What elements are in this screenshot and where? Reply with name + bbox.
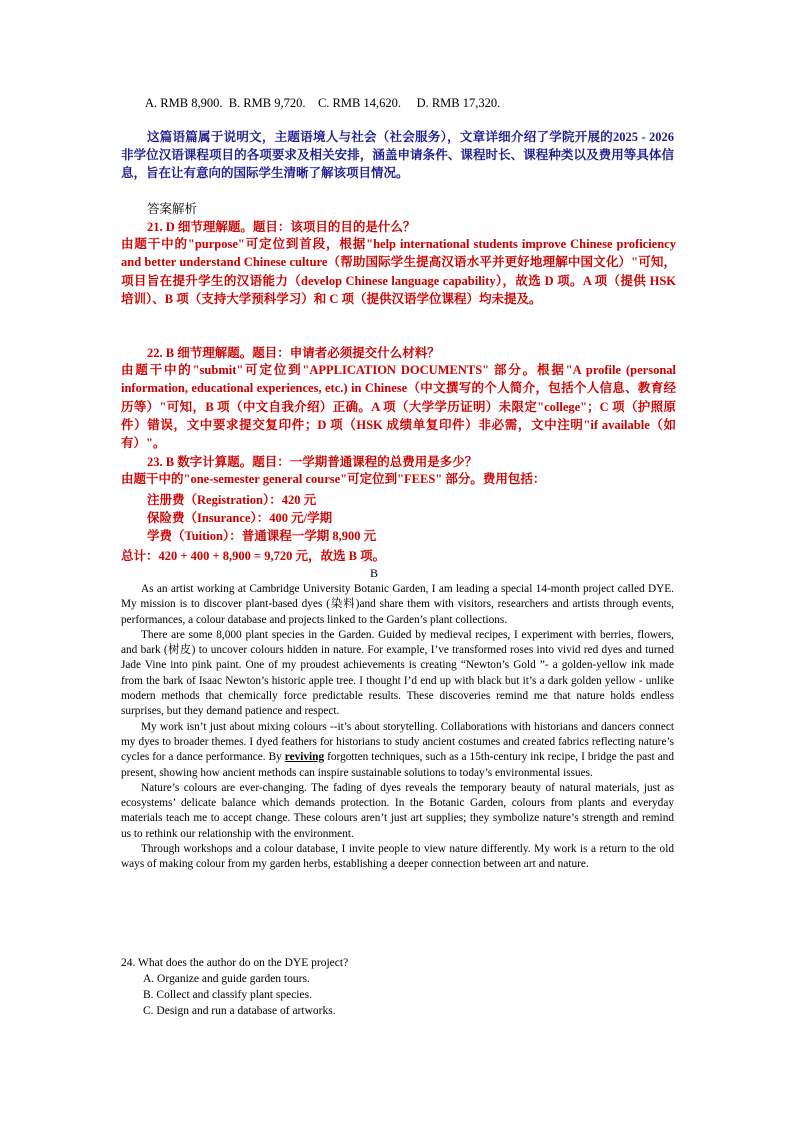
reading-passage bbox=[121, 582, 674, 873]
q22-explanation: 由题干中的"submit"可定位到"APPLICATION DOCUMENTS" 部分。根据"A profile (personal information, educational experiences, etc.) in Chinese（中文撰写的个人简介，包括个人信息、教育经历等）"可知，B 项（中文自我介绍）正确。A 项（大学学历证明）未限定"college"；C 项（护照原件）错误，文中要求提交复印件；D 项（HSK 成绩单复印件）非必需，文中注明"if available（如有）"。 bbox=[121, 363, 676, 451]
option-c[interactable]: C. Design and run a database of artworks. bbox=[143, 1005, 336, 1017]
question-stem: 24. What does the author do on the DYE project? bbox=[121, 957, 349, 969]
q21-explanation: 由题干中的"purpose"可定位到首段，根据"help international students improve Chinese proficiency and better understand Chinese culture（帮助国际学生提高汉语水平并更好地理解中国文化）"可知，项目旨在提升学生的汉语能力（develop Chinese language capability），故选 D 项。A 项（提供 HSK 培训）、B 项（支持大学预科学习）和 C 项（提供汉语学位课程）均未提及。 bbox=[121, 237, 676, 306]
passage-paragraph: Nature’s colours are ever-changing. The fading of dyes reveals the temporary beauty of natural materials, just as ecosystems’ delicate balance which demands protection. In the Botanic Garden, colours from plants and everyday materials teach me to accept change. These colours aren’t just art supplies; they symbolize nature’s strength and remind us to rethink our relationship with the environment. bbox=[121, 781, 674, 840]
passage-paragraph: Through workshops and a colour database, I invite people to view nature differently. My work is a return to the old ways of making colour from my garden herbs, establishing a deeper connection between art and nature. bbox=[121, 843, 674, 871]
fee-registration: 注册费（Registration）：420 元 bbox=[147, 493, 317, 507]
answer-section-title: 答案解析 bbox=[147, 202, 198, 216]
question-24 bbox=[121, 955, 348, 1019]
q23-explanation: 由题干中的"one-semester general course"可定位到"FEES" 部分。费用包括： bbox=[121, 472, 546, 486]
q23-heading: 23. B 数字计算题。题目：一学期普通课程的总费用是多少？ bbox=[147, 455, 478, 469]
passage-paragraph: As an artist working at Cambridge University Botanic Garden, I am leading a special 14-month project called DYE. My mission is to discover plant-based dyes (染料)and share them with visitors, researchers and artists through events, performances, a colour database and projects linked to the Garden’s plant collections. bbox=[121, 583, 674, 626]
q22-heading: 22. B 细节理解题。题目：申请者必须提交什么材料？ bbox=[147, 346, 440, 360]
passage-paragraph-3 bbox=[121, 720, 674, 781]
fee-insurance: 保险费（Insurance）：400 元/学期 bbox=[147, 511, 333, 525]
fee-total: 总计：420 + 400 + 8,900 = 9,720 元，故选 B 项。 bbox=[121, 549, 386, 563]
previous-question-options: A. RMB 8,900. B. RMB 9,720. C. RMB 14,620. D. RMB 17,320. bbox=[145, 96, 501, 110]
passage-summary: 这篇语篇属于说明文，主题语境人与社会（社会服务），文章详细介绍了学院开展的2025 - 2026 非学位汉语课程项目的各项要求及相关安排，涵盖申请条件、课程时长、课程种类以及费用等具体信息，旨在让有意向的国际学生清晰了解该项目情况。 bbox=[121, 130, 674, 180]
underlined-word: reviving bbox=[284, 751, 325, 764]
option-b[interactable]: B. Collect and classify plant species. bbox=[143, 989, 312, 1001]
section-label: B bbox=[370, 566, 379, 580]
p3-text-before: My work isn’t just about mixing colours --it’s about storytelling. Collaborations with historians and dancers connect my dyes to broader themes. I dyed feathers for historians to study ancient costumes and created fabrics reflecting nature’s cycles for a dance performance. By bbox=[121, 720, 674, 764]
p3-text-after: forgotten techniques, such as a 15th-century ink recipe, I bridge the past and present, showing how ancient methods can inspire sustainable solutions to today’s environmental issues. bbox=[121, 751, 674, 779]
q21-heading: 21. D 细节理解题。题目：该项目的目的是什么？ bbox=[147, 220, 416, 234]
passage-paragraph: There are some 8,000 plant species in the Garden. Guided by medieval recipes, I experiment with berries, flowers, and bark (树皮) to uncover colours hidden in nature. For example, I’ve transformed roses into vivid red dyes and turned Jade Vine into pink paint. One of my proudest achievements is creating “Newton’s Gold ”- a golden-yellow ink made from the bark of Isaac Newton’s historic apple tree. I thought I’d end up with black but it’s a dark golden yellow - unlike modern methods that chemically force predictable results. These discoveries remind me that nature holds endless surprises, but they demand patience and respect. bbox=[121, 628, 674, 718]
option-a[interactable]: A. Organize and guide garden tours. bbox=[143, 973, 310, 985]
fee-tuition: 学费（Tuition）：普通课程一学期 8,900 元 bbox=[147, 529, 377, 543]
